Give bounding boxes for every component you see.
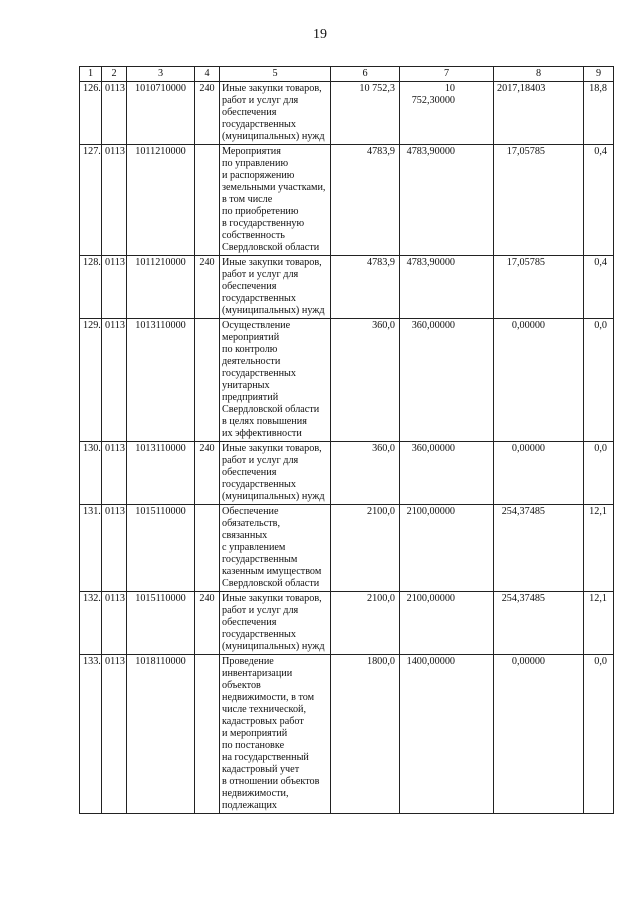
value-col6: 2100,0 <box>331 505 400 592</box>
table-body <box>80 82 614 814</box>
description-line: подлежащих <box>222 800 277 811</box>
target-code: 1011210000 <box>127 145 195 256</box>
value-col9: 0,4 <box>584 145 614 256</box>
description-line: Проведение <box>222 656 274 667</box>
target-code: 1015110000 <box>127 592 195 655</box>
description <box>220 505 331 592</box>
description-line: в целях повышения <box>222 416 307 427</box>
description-line: земельными участками, <box>222 182 326 193</box>
row-number: 127. <box>80 145 102 256</box>
section-code: 0113 <box>102 319 127 442</box>
description-line: обеспечения <box>222 281 277 292</box>
description-line: работ и услуг для <box>222 269 299 280</box>
expense-type-code <box>195 319 220 442</box>
value-col6: 1800,0 <box>331 655 400 814</box>
description-line: деятельности <box>222 356 281 367</box>
description-line: предприятий <box>222 392 279 403</box>
page-number: 19 <box>313 27 327 42</box>
value-col7: 10 752,30000 <box>400 82 494 145</box>
description-line: по постановке <box>222 740 285 751</box>
description-line: работ и услуг для <box>222 455 299 466</box>
row-number: 130. <box>80 442 102 505</box>
description-line: работ и услуг для <box>222 95 299 106</box>
table-row <box>80 145 614 256</box>
expense-type-code <box>195 145 220 256</box>
column-header: 3 <box>127 67 195 82</box>
budget-table <box>79 66 614 814</box>
row-number: 132. <box>80 592 102 655</box>
value-col6: 4783,9 <box>331 145 400 256</box>
row-number: 128. <box>80 256 102 319</box>
description <box>220 655 331 814</box>
section-code: 0113 <box>102 256 127 319</box>
section-code: 0113 <box>102 655 127 814</box>
section-code: 0113 <box>102 442 127 505</box>
value-col6: 10 752,3 <box>331 82 400 145</box>
value-col9: 0,0 <box>584 442 614 505</box>
description-line: недвижимости, <box>222 788 289 799</box>
description-line: собственность <box>222 230 285 241</box>
column-header: 2 <box>102 67 127 82</box>
value-col9: 0,0 <box>584 655 614 814</box>
value-col9: 12,1 <box>584 592 614 655</box>
description-line: кадастровый учет <box>222 764 300 775</box>
description-line: связанных <box>222 530 268 541</box>
expense-type-code: 240 <box>195 256 220 319</box>
expense-type-code: 240 <box>195 82 220 145</box>
description-line: недвижимости, в том <box>222 692 315 703</box>
value-col7: 2100,00000 <box>400 592 494 655</box>
description <box>220 145 331 256</box>
description-line: с управлением <box>222 542 286 553</box>
column-header: 1 <box>80 67 102 82</box>
value-col6: 4783,9 <box>331 256 400 319</box>
description <box>220 256 331 319</box>
description-line: Иные закупки товаров, <box>222 593 322 604</box>
description-line: объектов <box>222 680 261 691</box>
description-line: обеспечения <box>222 617 277 628</box>
value-col9: 0,0 <box>584 319 614 442</box>
target-code: 1013110000 <box>127 442 195 505</box>
description <box>220 592 331 655</box>
table-row <box>80 82 614 145</box>
description-line: обеспечения <box>222 467 277 478</box>
description-line: по контролю <box>222 344 278 355</box>
table-row <box>80 592 614 655</box>
description-line: (муниципальных) нужд <box>222 641 325 652</box>
description-line: казенным имуществом <box>222 566 322 577</box>
value-col8: 17,05785 <box>494 256 584 319</box>
section-code: 0113 <box>102 592 127 655</box>
table-row <box>80 442 614 505</box>
value-col9: 18,8 <box>584 82 614 145</box>
description-line: обязательств, <box>222 518 281 529</box>
description-line: и распоряжению <box>222 170 295 181</box>
description-line: Иные закупки товаров, <box>222 257 322 268</box>
value-col8: 0,00000 <box>494 655 584 814</box>
section-code: 0113 <box>102 82 127 145</box>
value-col8: 254,37485 <box>494 592 584 655</box>
value-col9: 0,4 <box>584 256 614 319</box>
description-line: их эффективности <box>222 428 302 439</box>
target-code: 1015110000 <box>127 505 195 592</box>
description-line: числе технической, <box>222 704 307 715</box>
value-col7: 1400,00000 <box>400 655 494 814</box>
description-line: Свердловской области <box>222 578 320 589</box>
column-header: 5 <box>220 67 331 82</box>
value-col8: 254,37485 <box>494 505 584 592</box>
description-line: государственных <box>222 119 296 130</box>
description-line: по управлению <box>222 158 289 169</box>
description-line: Мероприятия <box>222 146 281 157</box>
description-line: инвентаризации <box>222 668 293 679</box>
description-line: мероприятий <box>222 332 280 343</box>
value-col6: 2100,0 <box>331 592 400 655</box>
description-line: Осуществление <box>222 320 291 331</box>
value-col7: 4783,90000 <box>400 145 494 256</box>
description-line: Иные закупки товаров, <box>222 443 322 454</box>
description-line: (муниципальных) нужд <box>222 305 325 316</box>
target-code: 1011210000 <box>127 256 195 319</box>
value-col8: 17,05785 <box>494 145 584 256</box>
description-line: Иные закупки товаров, <box>222 83 322 94</box>
description-line: обеспечения <box>222 107 277 118</box>
expense-type-code <box>195 505 220 592</box>
description-line: государственных <box>222 479 296 490</box>
description-line: на государственный <box>222 752 309 763</box>
description-line: государственным <box>222 554 298 565</box>
row-number: 133. <box>80 655 102 814</box>
row-number: 131. <box>80 505 102 592</box>
value-col7: 360,00000 <box>400 442 494 505</box>
value-col6: 360,0 <box>331 319 400 442</box>
column-header: 6 <box>331 67 400 82</box>
expense-type-code: 240 <box>195 442 220 505</box>
description <box>220 319 331 442</box>
description-line: и мероприятий <box>222 728 288 739</box>
section-code: 0113 <box>102 505 127 592</box>
description-line: государственных <box>222 293 296 304</box>
column-header: 7 <box>400 67 494 82</box>
table-row <box>80 655 614 814</box>
value-col6: 360,0 <box>331 442 400 505</box>
row-number: 129. <box>80 319 102 442</box>
value-col9: 12,1 <box>584 505 614 592</box>
target-code: 1013110000 <box>127 319 195 442</box>
section-code: 0113 <box>102 145 127 256</box>
value-col8: 2017,18403 <box>494 82 584 145</box>
description-line: (муниципальных) нужд <box>222 131 325 142</box>
description-line: работ и услуг для <box>222 605 299 616</box>
value-col7: 2100,00000 <box>400 505 494 592</box>
description <box>220 82 331 145</box>
description-line: унитарных <box>222 380 270 391</box>
column-header: 9 <box>584 67 614 82</box>
description-line: в отношении объектов <box>222 776 320 787</box>
row-number: 126. <box>80 82 102 145</box>
column-header: 8 <box>494 67 584 82</box>
target-code: 1010710000 <box>127 82 195 145</box>
value-col8: 0,00000 <box>494 442 584 505</box>
value-col7: 360,00000 <box>400 319 494 442</box>
description-line: в том числе <box>222 194 273 205</box>
table-row <box>80 319 614 442</box>
value-col7: 4783,90000 <box>400 256 494 319</box>
table-row <box>80 505 614 592</box>
description-line: Обеспечение <box>222 506 279 517</box>
value-col8: 0,00000 <box>494 319 584 442</box>
description-line: государственных <box>222 629 296 640</box>
description-line: (муниципальных) нужд <box>222 491 325 502</box>
description-line: по приобретению <box>222 206 299 217</box>
description <box>220 442 331 505</box>
description-line: в государственную <box>222 218 305 229</box>
column-header: 4 <box>195 67 220 82</box>
expense-type-code: 240 <box>195 592 220 655</box>
description-line: Свердловской области <box>222 242 320 253</box>
description-line: кадастровых работ <box>222 716 304 727</box>
description-line: государственных <box>222 368 296 379</box>
table-row <box>80 256 614 319</box>
expense-type-code <box>195 655 220 814</box>
header-row <box>80 67 614 82</box>
description-line: Свердловской области <box>222 404 320 415</box>
target-code: 1018110000 <box>127 655 195 814</box>
